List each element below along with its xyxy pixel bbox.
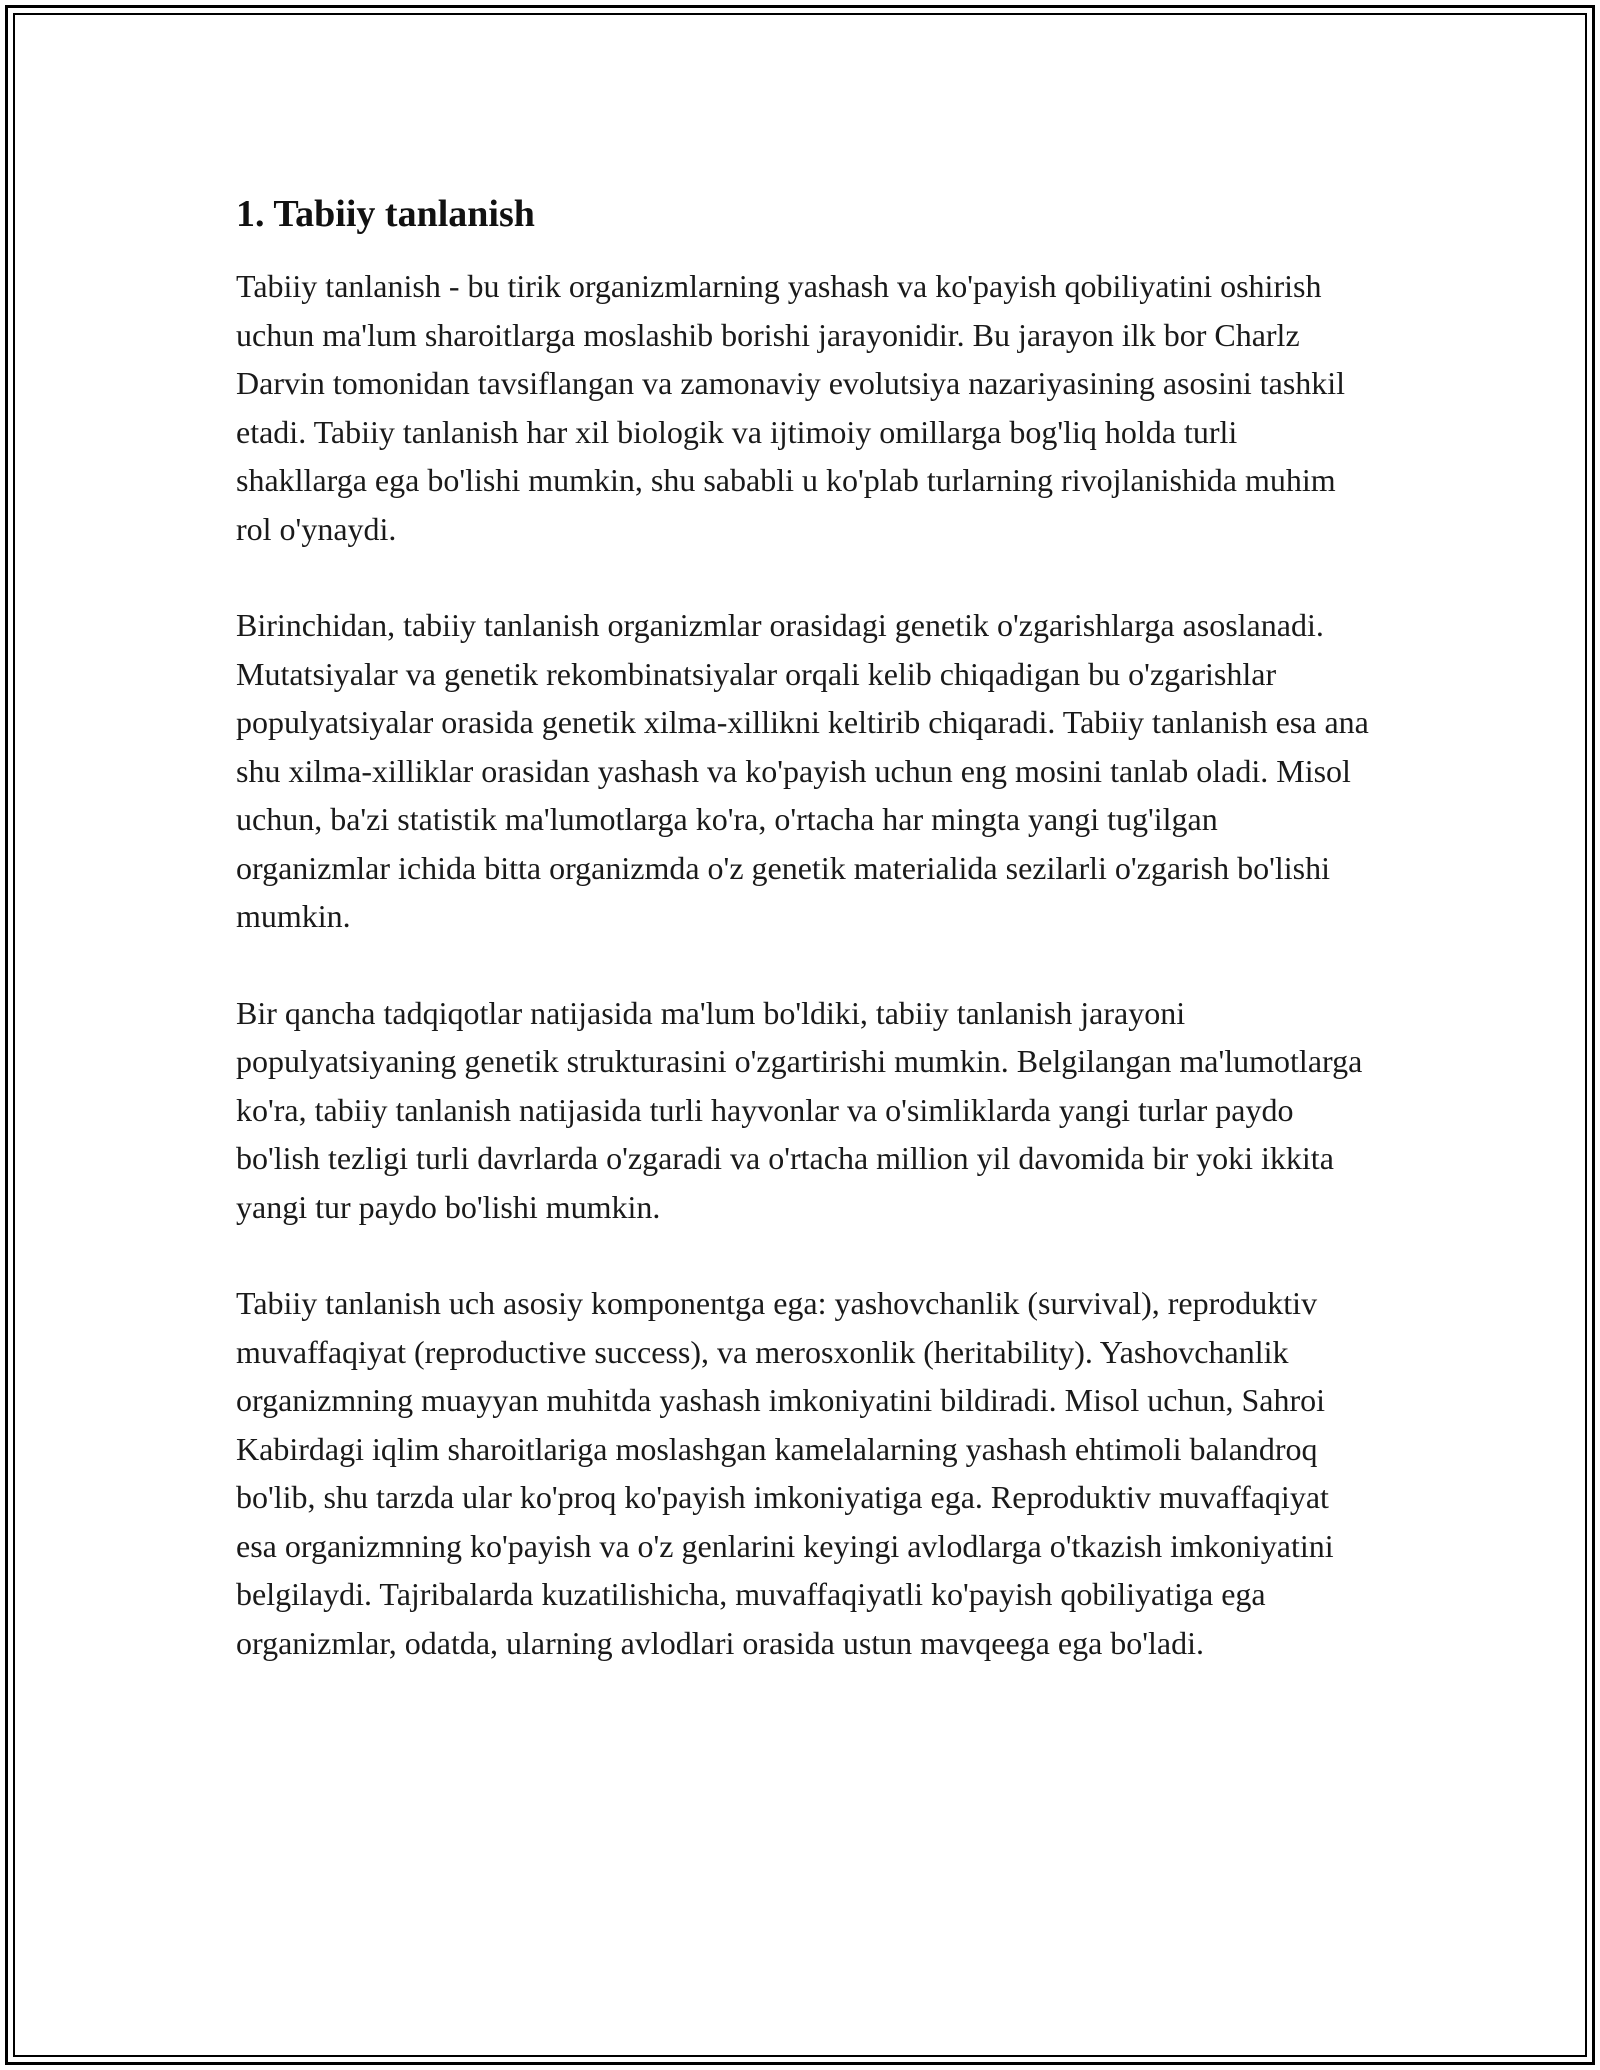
paragraph-3: Bir qancha tadqiqotlar natijasida ma'lum bo'ldiki, tabiiy tanlanish jarayoni populyatsiyaning genetik strukturasini o'zgartirishi mumkin. Belgilangan ma'lumotlarga ko'ra, tabiiy tanlanish natijasida turli hayvonlar va o'simliklarda yangi turlar paydo bo'lish tezligi turli davrlarda o'zgaradi va o'rtacha million yil davomida bir yoki ikkita yangi tur paydo bo'lishi mumkin.: [236, 994, 1363, 1225]
paragraph-4: Tabiiy tanlanish uch asosiy komponentga ega: yashovchanlik (survival), reproduktiv muvaffaqiyat (reproductive success), va merosxonlik (heritability). Yashovchanlik organizmning muayyan muhitda yashash imkoniyatini bildiradi. Misol uchun, Sahroi Kabirdagi iqlim sharoitlariga moslashgan kamelalarning yashash ehtimoli balandroq bo'lib, shu tarzda ular ko'proq ko'payish imkoniyatiga ega. Reproduktiv muvaffaqiyat esa organizmning ko'payish va o'z genlarini keyingi avlodlarga o'tkazish imkoniyatini belgilaydi. Tajribalarda kuzatilishicha, muvaffaqiyatli ko'payish qobiliyatiga ega organizmlar, odatda, ularning avlodlari orasida ustun mavqeega ega bo'ladi.: [236, 1285, 1334, 1661]
document-body: [236, 186, 1376, 1715]
paragraph-2: Birinchidan, tabiiy tanlanish organizmlar orasidagi genetik o'zgarishlarga asoslanadi. Mutatsiyalar va genetik rekombinatsiyalar orqali kelib chiqadigan bu o'zgarishlar populyatsiyalar orasida genetik xilma-xillikni keltirib chiqaradi. Tabiiy tanlanish esa ana shu xilma-xilliklar orasidan yashash va ko'payish uchun eng mosini tanlab oladi. Misol uchun, ba'zi statistik ma'lumotlarga ko'ra, o'rtacha har mingta yangi tug'ilgan organizmlar ichida bitta organizmda o'z genetik materialida sezilarli o'zgarish bo'lishi mumkin.: [236, 607, 1369, 934]
section-heading: 1. Tabiiy tanlanish: [236, 193, 535, 235]
paragraph-1: Tabiiy tanlanish - bu tirik organizmlarning yashash va ko'payish qobiliyatini oshirish uchun ma'lum sharoitlarga moslashib borishi jarayonidir. Bu jarayon ilk bor Charlz Darvin tomonidan tavsiflangan va zamonaviy evolutsiya nazariyasining asosini tashkil etadi. Tabiiy tanlanish har xil biologik va ijtimoiy omillarga bog'liq holda turli shakllarga ega bo'lishi mumkin, shu sababli u ko'plab turlarning rivojlanishida muhim rol o'ynaydi.: [236, 268, 1346, 547]
